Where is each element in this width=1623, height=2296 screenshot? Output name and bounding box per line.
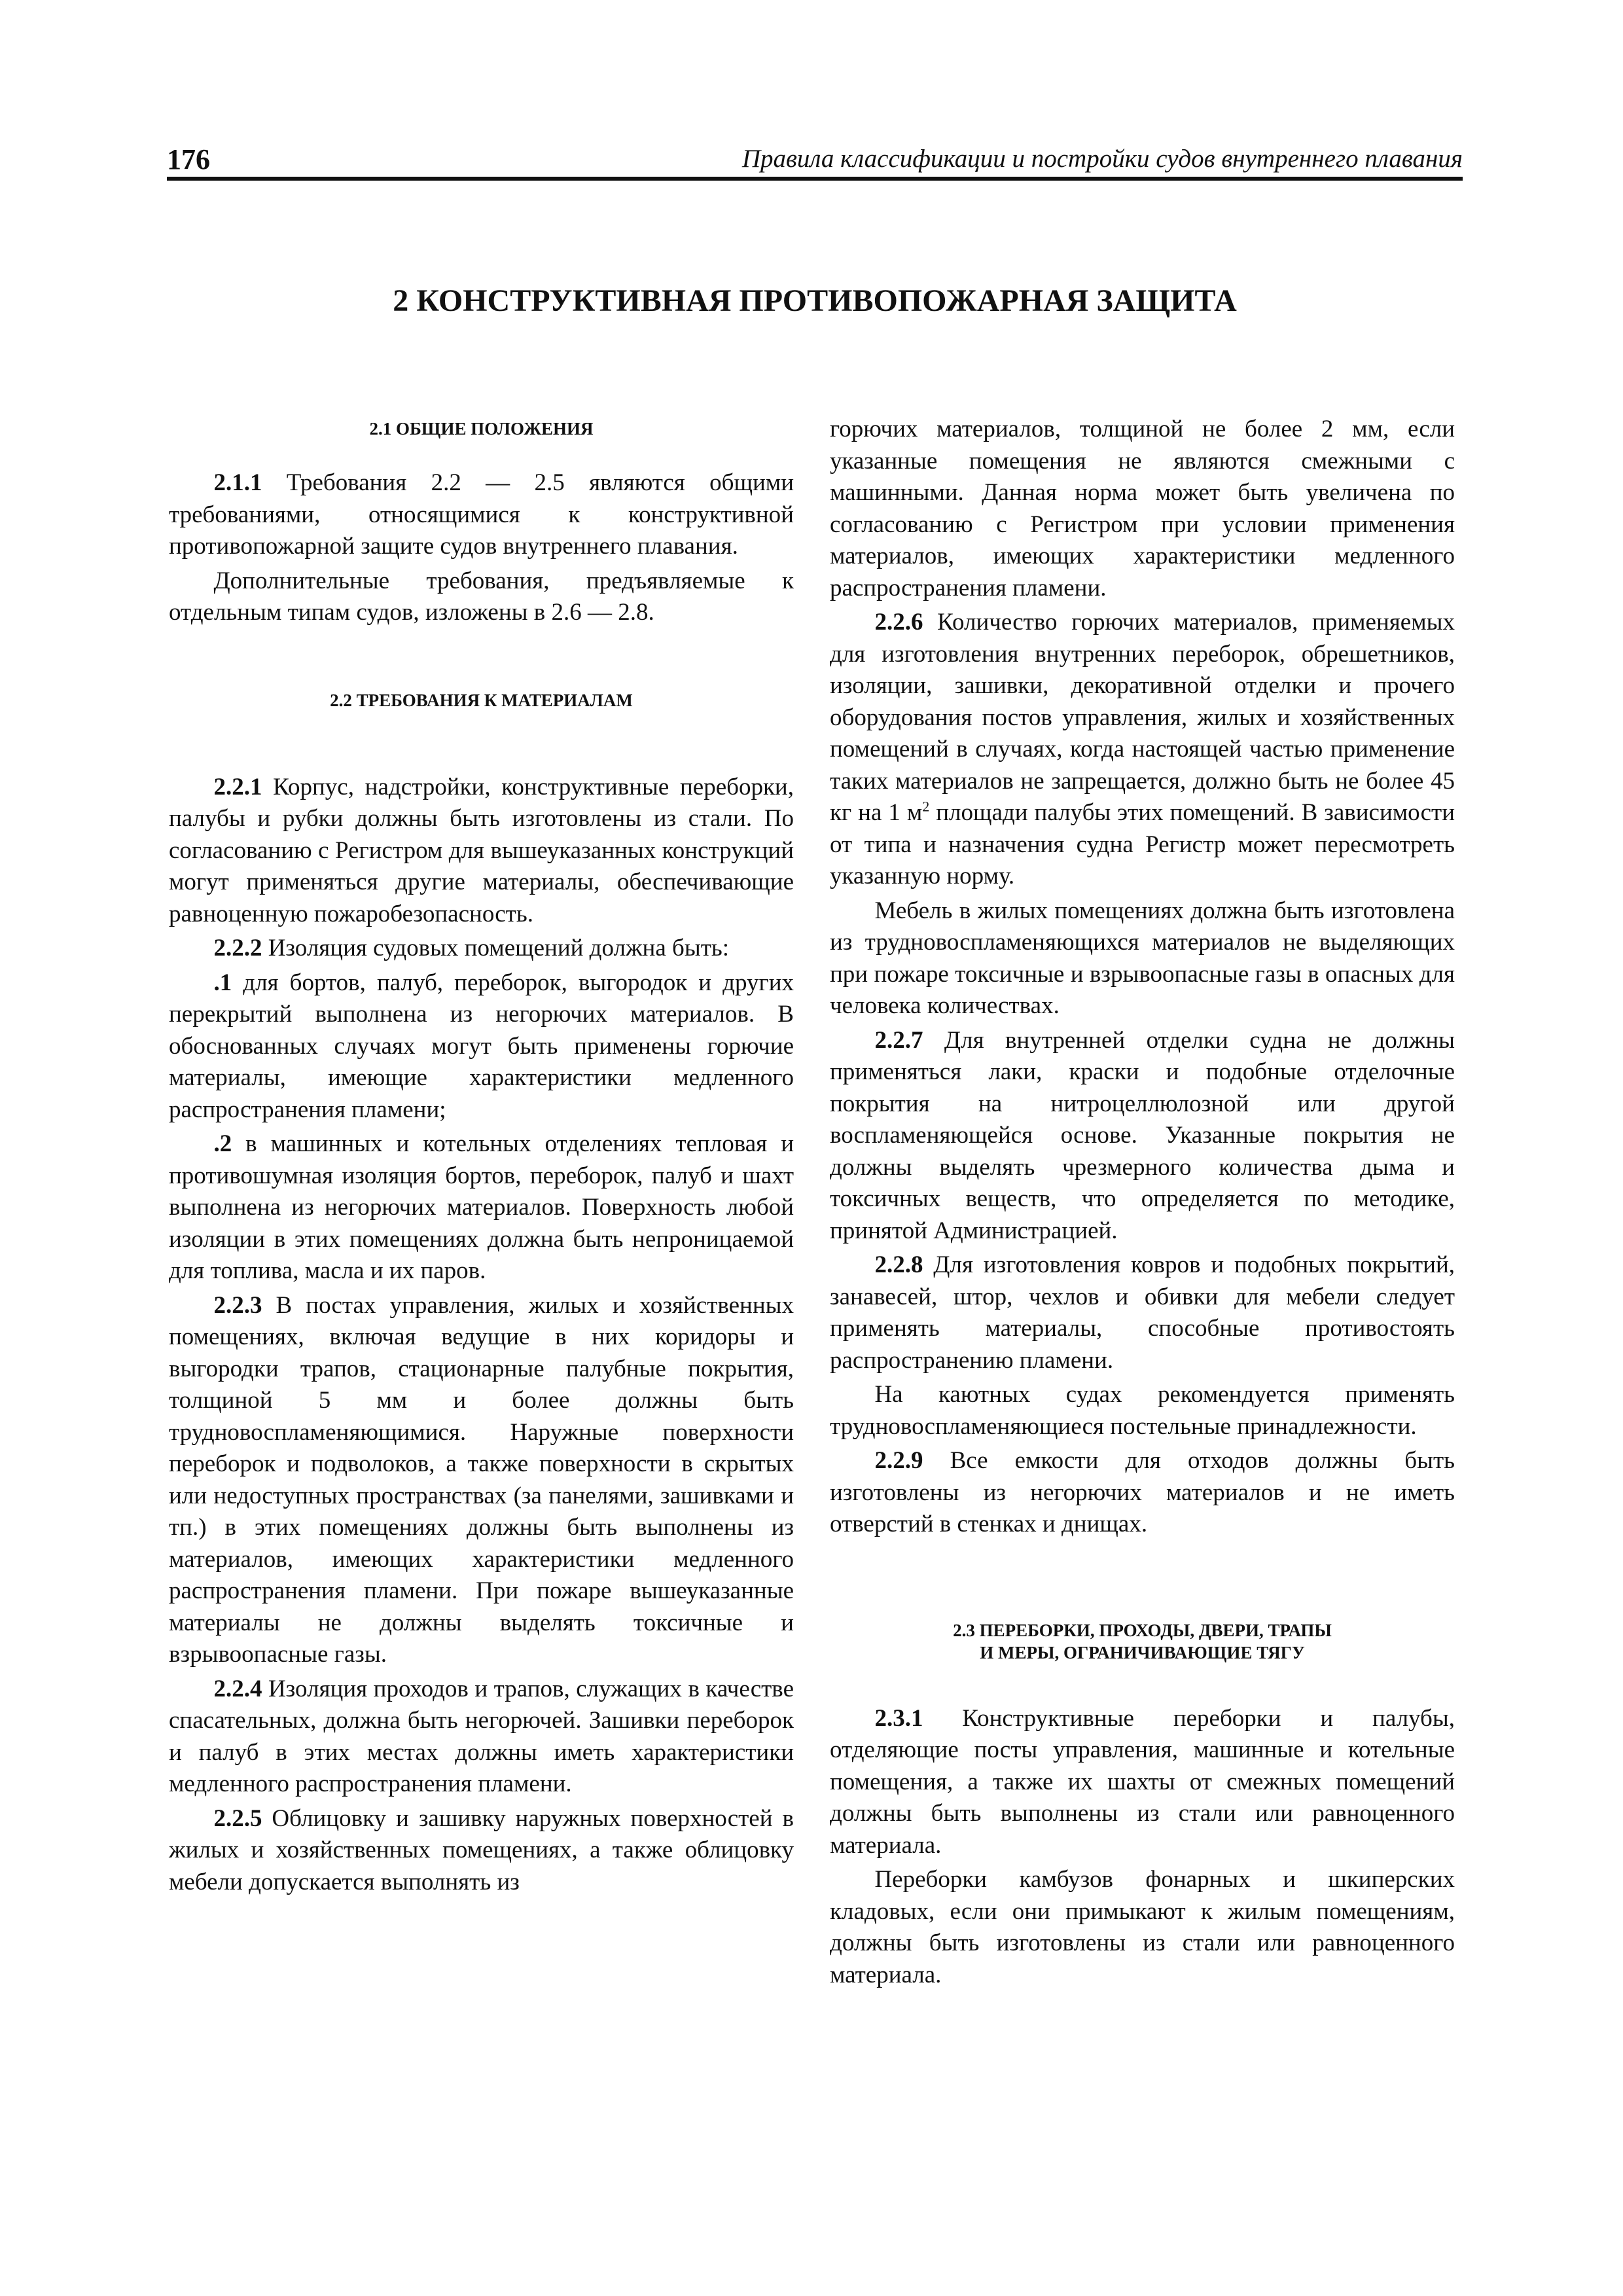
section-heading-line: И МЕРЫ, ОГРАНИЧИВАЮЩИЕ ТЯГУ (980, 1642, 1305, 1662)
clause-text: Облицовку и зашивку наружных поверхностей в жилых и хозяйственных помещениях, а также облицовку мебели допускается выполнять из (169, 1804, 794, 1895)
clause-text: Для изготовления ковров и подобных покрытий, занавесей, штор, чехлов и обивки для мебели следует применять материалы, способные противостоять распространению пламени. (830, 1251, 1455, 1374)
clause-text: Требования 2.2 — 2.5 являются общими требованиями, относящимися к конструктивной противопожарной защите судов внутреннего плавания. (169, 469, 794, 560)
paragraph-2-2-4 (169, 1674, 794, 1801)
clause-text: в машинных и котельных отделениях тепловая и противошумная изоляция бортов, переборок, палуб и шахт выполнена из негорючих материалов. Поверхность любой изоляции в этих помещениях должна быть непроницаемой для топлива, масла и их паров. (169, 1130, 794, 1284)
page-number: 176 (167, 143, 210, 175)
clause-number: 2.2.2 (213, 935, 262, 961)
clause-number: 2.2.5 (213, 1804, 262, 1832)
clause-number: 2.2.1 (213, 773, 262, 800)
header-rule (167, 177, 1463, 181)
paragraph-2-2-9 (830, 1445, 1455, 1541)
clause-text: Количество горючих материалов, применяемых для изготовления внутренних переборок, обрешетников, изоляции, зашивки, декоративной отделки и прочего оборудования постов управления, жилых и хозяйственных помещений в случаях, когда настоящей частью применение таких материалов не запрещается, должно быть не более 45 кг на 1 м (830, 609, 1455, 826)
clause-number: 2.2.8 (874, 1251, 923, 1278)
running-title: Правила классификации и постройки судов внутреннего плавания (741, 145, 1463, 173)
clause-number: 2.1.1 (213, 469, 262, 496)
clause-number: 2.2.9 (874, 1447, 923, 1474)
paragraph-2-2-8 (830, 1249, 1455, 1376)
paragraph-2-2-2-2 (169, 1128, 794, 1287)
clause-text: Конструктивные переборки и палубы, отделяющие посты управления, машинные и котельные помещения, а также их шахты от смежных помещений должны быть выполнены из стали или равноценного материала. (830, 1704, 1455, 1859)
clause-text: Все емкости для отходов должны быть изготовлены из негорючих материалов и не иметь отверстий в стенках и днищах. (830, 1447, 1455, 1537)
paragraph-2-2-1 (169, 772, 794, 931)
paragraph-2-1-1 (169, 467, 794, 563)
clause-text: Корпус, надстройки, конструктивные переборки, палубы и рубки должны быть изготовлены из стали. По согласованию с Регистром для вышеуказанных конструкций могут применяться другие материалы, обеспечивающие равноценную пожаробезопасность. (169, 773, 794, 927)
paragraph-2-2-3 (169, 1290, 794, 1671)
paragraph-2-2-5 (169, 1803, 794, 1899)
paragraph-2-2-6-b: Мебель в жилых помещениях должна быть изготовлена из трудновоспламеняющихся материалов не выделяющих при пожаре токсичные и взрывоопасные газы в опасных для человека количествах. (830, 897, 1455, 1019)
section-heading-2-3 (830, 1619, 1455, 1664)
clause-number: 2.3.1 (874, 1704, 923, 1732)
clause-text-end: площади палубы этих помещений. В зависимости от типа и назначения судна Регистр может пересмотреть указанную норму. (830, 799, 1455, 889)
clause-text: для бортов, палуб, переборок, выгородок и других перекрытий выполнена из негорючих материалов. В обоснованных случаях могут быть применены горючие материалы, имеющие характеристики медленного распространения пламени; (169, 969, 794, 1123)
left-column (169, 414, 794, 1901)
paragraph-2-2-2 (169, 933, 794, 965)
clause-text: Изоляция судовых помещений должна быть: (262, 935, 730, 961)
clause-number: 2.2.6 (874, 609, 923, 636)
clause-number: 2.2.3 (213, 1291, 262, 1319)
section-heading-2-1: 2.1 ОБЩИЕ ПОЛОЖЕНИЯ (369, 419, 594, 439)
clause-number: .1 (213, 969, 232, 996)
clause-number: 2.2.4 (213, 1675, 262, 1702)
paragraph-2-2-5-continued: горючих материалов, толщиной не более 2 мм, если указанные помещения не являются смежными с машинными. Данная норма может быть увеличена по согласованию с Регистром при условии применения материалов, имеющих характеристики медленного распространения пламени. (830, 416, 1455, 601)
section-heading-line: 2.3 ПЕРЕБОРКИ, ПРОХОДЫ, ДВЕРИ, ТРАПЫ (953, 1620, 1332, 1640)
paragraph-2-2-2-1 (169, 967, 794, 1126)
superscript: 2 (922, 798, 930, 815)
paragraph-2-2-6 (830, 607, 1455, 893)
paragraph-2-2-7 (830, 1025, 1455, 1247)
clause-text: В постах управления, жилых и хозяйственных помещениях, включая ведущие в них коридоры и выгородки трапов, стационарные палубные покрытия, толщиной 5 мм и более должны быть трудновоспламеняющимися. Наружные поверхности переборок и подволоков, а также поверхности в скрытых или недоступных пространствах (за панелями, зашивками и тп.) в этих помещениях должны быть выполнены из материалов, имеющих характеристики медленного распространения пламени. При пожаре вышеуказанные материалы не должны выделять токсичные и взрывоопасные газы. (169, 1291, 794, 1668)
clause-number: 2.2.7 (874, 1026, 923, 1054)
section-heading-2-2: 2.2 ТРЕБОВАНИЯ К МАТЕРИАЛАМ (330, 690, 633, 710)
paragraph-2-2-8-b: На каютных судах рекомендуется применять трудновоспламеняющиеся постельные принадлежности. (830, 1381, 1455, 1440)
paragraph-2-3-1 (830, 1703, 1455, 1862)
clause-number: .2 (213, 1130, 232, 1157)
clause-text: Изоляция проходов и трапов, служащих в качестве спасательных, должна быть негорючей. Зашивки переборок и палуб в этих местах должны иметь характеристики медленного распространения пламени. (169, 1675, 794, 1797)
paragraph-2-1-1-b: Дополнительные требования, предъявляемые к отдельным типам судов, изложены в 2.6 — 2.8. (169, 567, 794, 626)
right-column (830, 414, 1455, 1994)
paragraph-2-3-1-b: Переборки камбузов фонарных и шкиперских кладовых, если они примыкают к жилым помещениям, должны быть изготовлены из стали или равноценного материала. (830, 1866, 1455, 1988)
chapter-title: 2 КОНСТРУКТИВНАЯ ПРОТИВОПОЖАРНАЯ ЗАЩИТА (393, 283, 1237, 318)
clause-text: Для внутренней отделки судна не должны применяться лаки, краски и подобные отделочные покрытия на нитроцеллюлозной или другой воспламеняющейся основе. Указанные покрытия не должны выделять чрезмерного количества дыма и токсичных веществ, что определяется по методике, принятой Администрацией. (830, 1026, 1455, 1244)
